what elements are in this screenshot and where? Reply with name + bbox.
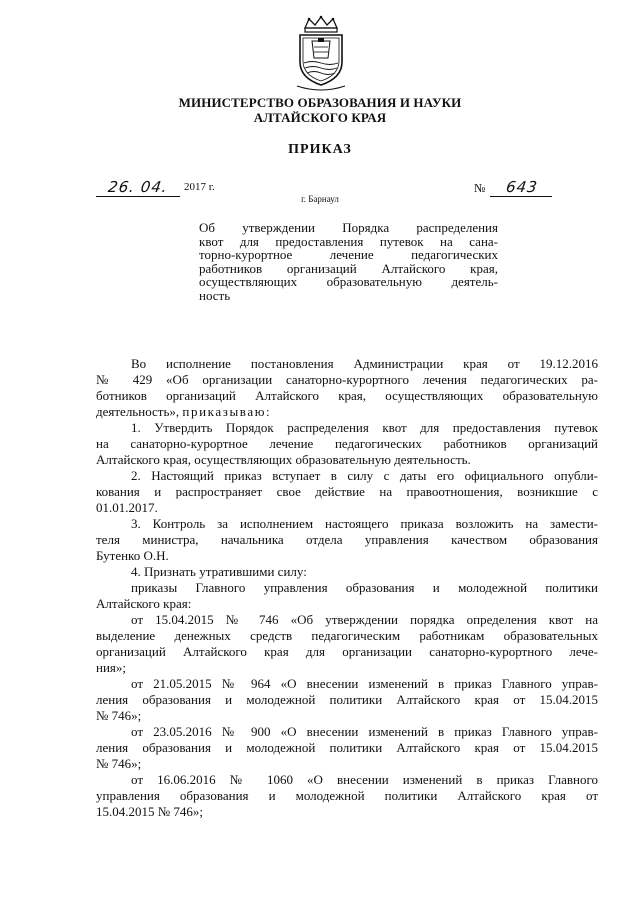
body-line: Алтайского края: [96,596,192,611]
ministry-name-line2: АЛТАЙСКОГО КРАЯ [253,110,387,125]
subject-line: ность [199,287,231,303]
body-line: 3. Контроль за исполнением настоящего приказа возложить на замести- [131,516,598,531]
body-line: управления образования и молодежной политики Алтайского края от [96,788,598,803]
body-line: организаций Алтайского края для организации санаторно-курортного лече- [96,644,598,659]
body-line: ния»; [96,660,127,675]
body-line: ления образования и молодежной политики Алтайского края от 15.04.2015 [96,692,598,707]
body-line: Во исполнение постановления Администрации края от 19.12.2016 [131,356,598,371]
body-line: № 746»; [96,708,142,723]
handwritten-number: 643 [504,178,540,196]
item-2-paragraph [96,468,598,516]
body-line: 2. Настоящий приказ вступает в силу с даты его официального опубли- [131,468,598,483]
orders-word: приказываю: [182,404,272,419]
body-line [96,404,598,420]
body-line: теля министра, начальника отдела управления качеством образования [96,532,598,547]
body-line: от 16.06.2016 № 1060 «О внесении изменений в приказ Главного [131,772,598,787]
repealed-order-1060 [96,772,598,820]
body-line: выделение денежных средств педагогическим работникам образовательных [96,628,598,643]
repealed-order-900 [96,724,598,772]
item-3-paragraph [96,516,598,564]
body-line: № 429 «Об организации санаторно-курортного лечения педагогических ра- [96,372,598,387]
order-body [96,356,598,820]
subject-line: Об утверждении Порядка распределения [199,220,498,235]
body-line: 01.01.2017. [96,500,158,515]
coat-of-arms-icon [288,14,354,94]
repealed-order-964 [96,676,598,724]
repealed-order-746 [96,612,598,676]
body-line: Бутенко О.Н. [96,548,169,563]
subject-line: осуществляющих образовательную деятель- [199,274,498,289]
body-line: № 746»; [96,756,142,771]
city-name: г. Барнаул [301,194,339,204]
body-line: ботников организаций Алтайского края, осуществляющих образовательную [96,388,598,403]
body-line: 15.04.2015 № 746»; [96,804,204,819]
order-subject [199,221,498,302]
body-line: на санаторно-курортное лечение педагогических работников организаций [96,436,598,451]
body-line: приказы Главного управления образования и молодежной политики [131,580,598,595]
handwritten-date: 26. 04. [106,178,169,196]
body-line: ления образования и молодежной политики Алтайского края от 15.04.2015 [96,740,598,755]
preamble-ending: деятельность», [96,404,180,419]
number-sign: № [474,181,486,195]
preamble-paragraph [96,356,598,420]
item-1-paragraph [96,420,598,468]
body-line: от 15.04.2015 № 746 «Об утверждении порядка определения квот на [131,612,598,627]
body-line: кования и распространяет свое действие на правоотношения, возникшие с [96,484,598,499]
body-line: 1. Утвердить Порядок распределения квот для предоставления путевок [131,420,598,435]
body-line: от 21.05.2015 № 964 «О внесении изменений в приказ Главного управ- [131,676,598,691]
subject-line: квот для предоставления путевок на сана- [199,233,498,249]
subject-line: работников организаций Алтайского края, [199,260,498,276]
order-title: ПРИКАЗ [288,142,352,157]
date-year: 2017 г. [184,181,215,193]
item-4-paragraph [96,564,598,612]
ministry-name-line1: МИНИСТЕРСТВО ОБРАЗОВАНИЯ И НАУКИ [178,95,462,110]
subject-line: торно-курортное лечение педагогических [199,247,498,262]
body-line: Алтайского края, осуществляющих образовательную деятельность. [96,452,471,467]
body-line: 4. Признать утратившими силу: [131,564,307,579]
body-line: от 23.05.2016 № 900 «О внесении изменений в приказ Главного управ- [131,724,598,739]
